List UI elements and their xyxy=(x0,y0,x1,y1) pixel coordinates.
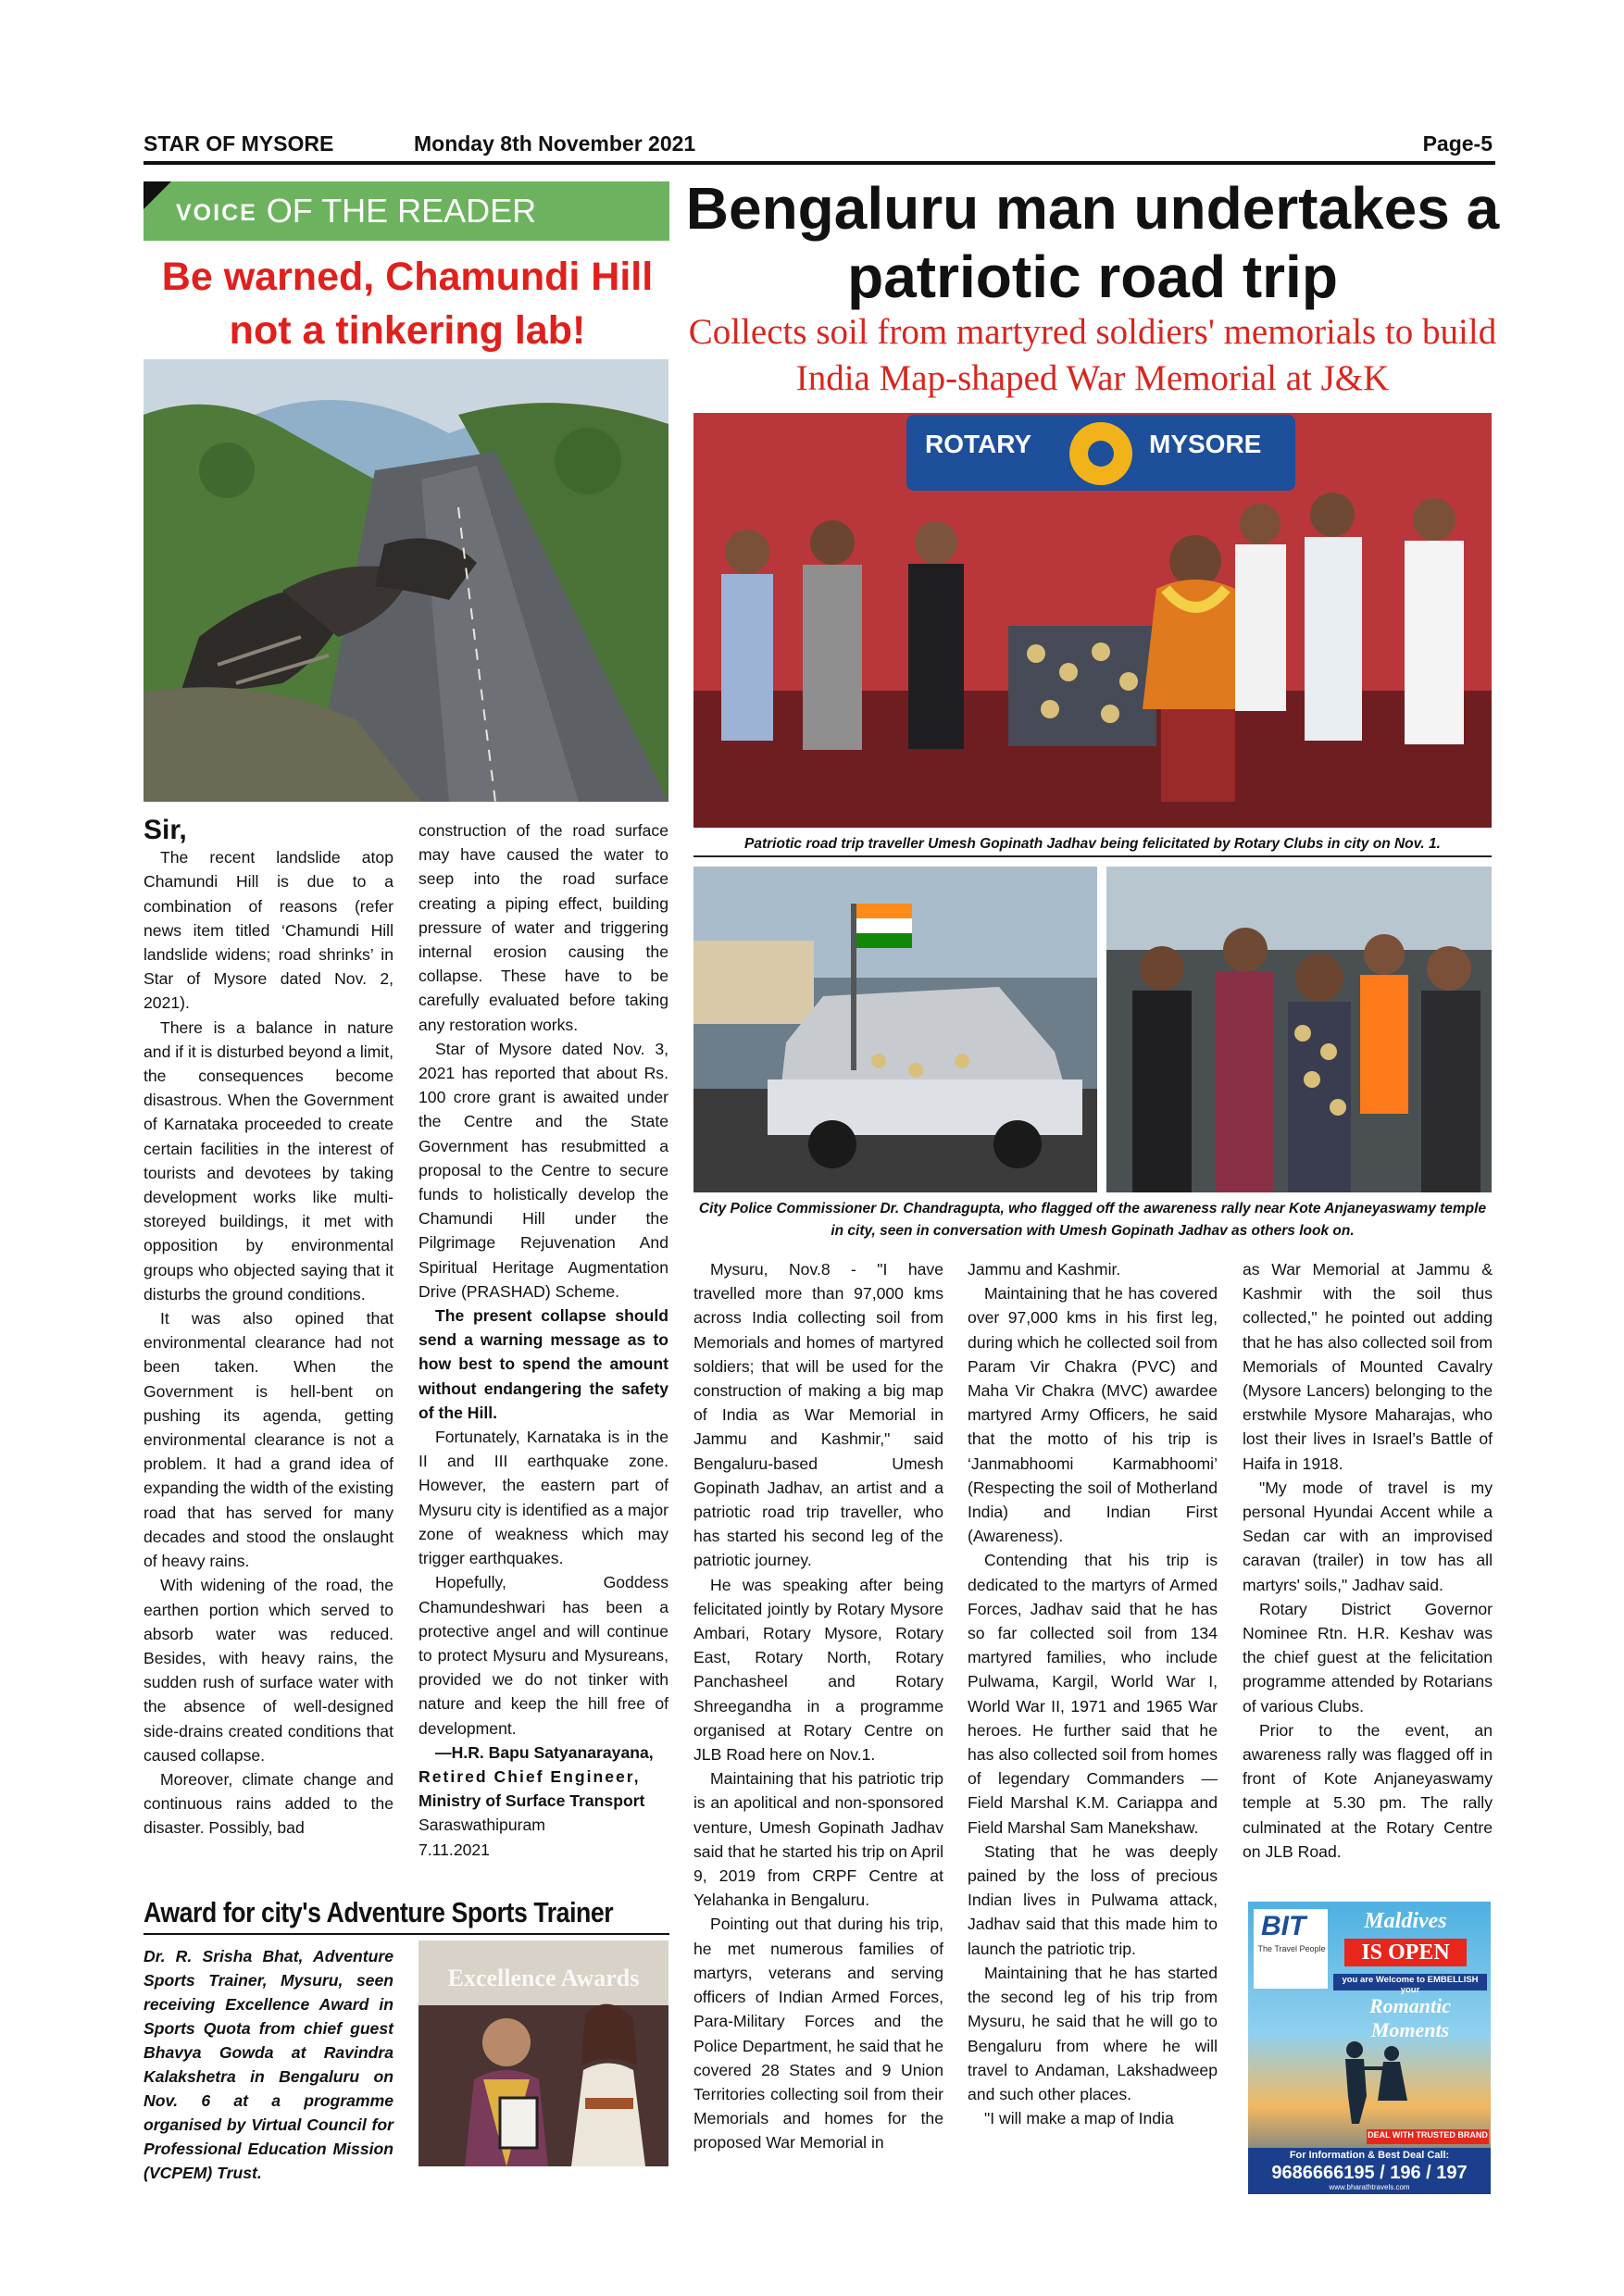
rotary-photo-caption: Patriotic road trip traveller Umesh Gopinath Jadhav being felicitated by Rotary Clubs in city on Nov. 1. xyxy=(744,836,1441,852)
letter-signoff-name: —H.R. Bapu Satyanarayana, xyxy=(435,1742,654,1762)
story-paragraph: Stating that he was deeply pained by the loss of precious Indian lives in Pulwama attack, Jadhav said that this made him to launch the patriotic trip. xyxy=(968,1841,1218,1958)
story-paragraph: He was speaking after being felicitated jointly by Rotary Mysore Ambari, Rotary Mysore, Rotary East, Rotary North, Rotary Panchasheel and Rotary Shreegandha in a programme organised at Rotary Centre on JLB Road here on Nov.1. xyxy=(693,1575,943,1765)
letter-signoff-title2: Ministry of Surface Transport xyxy=(418,1791,645,1811)
ad-title-1: Maldives xyxy=(1364,1909,1447,1933)
award-caption: Dr. R. Srisha Bhat, Adventure Sports Trainer, Mysuru, seen receiving Excellence Award in Sports Quota from chief guest Bhavya Gowda at Ravindra Kalakshetra in Bengaluru on Nov. 6 at a programme organised by Virtual Council for Professional Education Mission (VCPEM) Trust. xyxy=(144,1947,394,2182)
bit-logo: BIT xyxy=(1261,1911,1306,1941)
voice-label-rest: OF THE READER xyxy=(266,192,537,230)
maldives-advertisement[interactable] xyxy=(1248,1902,1491,2194)
letter-paragraph: Fortunately, Karnataka is in the II and III earthquake zone. However, the eastern part of Mysuru city is identified as a major zone of weakness which may trigger earthquakes. xyxy=(418,1428,668,1568)
voice-banner-notch xyxy=(144,181,171,209)
story-paragraph: as War Memorial at Jammu & Kashmir with the soil thus collected," he pointed out adding that he has also collected soil from Memorials of Mounted Cavalry (Mysore Lancers) belonging to the erstwhile Mysore Maharajas, who lost their lives in Israel’s Battle of Haifa in 1918. xyxy=(1243,1260,1493,1473)
letter-paragraph: Hopefully, Goddess Chamundeshwari has been a protective angel and will continue to protect Mysuru and Mysureans, provided we do not tinker with nature and keep the hill free of development. xyxy=(418,1573,668,1738)
story-paragraph: "My mode of travel is my personal Hyundai Accent while a Sedan car with an improvised caravan (trailer) in tow has all martyrs' soils," Jadhav said. xyxy=(1243,1478,1493,1594)
page-number: Page-5 xyxy=(1422,131,1493,156)
letter-paragraph: With widening of the road, the earthen portion which served to absorb water was reduced. Besides, with heavy rains, the sudden rush of surface water with the absence of well-designed side-drains created conditions that caused collapse. xyxy=(144,1576,394,1765)
story-paragraph: "I will make a map of India xyxy=(984,2109,1174,2128)
main-subhead: Collects soil from martyred soldiers' memorials to build India Map-shaped War Memorial at J&K xyxy=(688,312,1497,398)
caption-rule xyxy=(693,855,1492,857)
rotary-felicitation-photo xyxy=(693,413,1492,828)
letter-signoff-date: 7.11.2021 xyxy=(418,1840,490,1859)
letter-column-1 xyxy=(144,815,394,1841)
story-paragraph: Maintaining that he has covered over 97,000 kms in his first leg, during which he collected soil from Param Vir Chakra (PVC) and Maha Vir Chakra (MVC) awardee martyred Army Officers, he said that the motto of his trip is ‘Janmabhoomi Karmabhoomi’ (Respecting the soil of Motherland India) and Indian First (Awareness). xyxy=(968,1284,1218,1546)
story-paragraph: Prior to the event, an awareness rally was flagged off in front of Kote Anjaneyaswamy temple at 5.30 pm. The rally culminated at the Rotary Centre on JLB Road. xyxy=(1243,1720,1493,1861)
ad-title-2: IS OPEN xyxy=(1361,1940,1450,1965)
letter-salutation-text: Sir, xyxy=(144,815,187,845)
story-paragraph: Contending that his trip is dedicated to the martyrs of Armed Forces, Jadhav said that he has so far collected soil from 134 martyred families, who include Pulwama, Kargil, World War I, World War II, 1971 and 1965 War heroes. He further said that he has also collected soil from homes of legendary Commanders — Field Marshal K.M. Cariappa and Field Marshal Sam Manekshaw. xyxy=(968,1551,1218,1837)
story-column-2 xyxy=(968,1257,1218,2130)
paper-name: STAR OF MYSORE xyxy=(144,131,334,156)
letter-paragraph: Moreover, climate change and continuous rains added to the disaster. Possibly, bad xyxy=(144,1769,394,1838)
award-photo-banner-text: Excellence Awards xyxy=(447,1965,640,1991)
rally-photo-caption: City Police Commissioner Dr. Chandragupta, who flagged off the awareness rally near Kote Anjaneyaswamy temple in city, seen in conversation with Umesh Gopinath Jadhav as others look on. xyxy=(698,1201,1487,1239)
story-column-3 xyxy=(1243,1257,1493,1864)
letter-paragraph: construction of the road surface may have caused the water to seep into the road surface creating a piping effect, building pressure of water and triggering internal erosion causing the collapse. These have to be carefully evaluated before taking any restoration works. xyxy=(418,821,668,1034)
story-paragraph: Maintaining that his patriotic trip is an apolitical and non-sponsored venture, Umesh Gopinath Jadhav said that he started his trip on April 9, 2019 from CRPF Centre at Yelahanka in Bengaluru. xyxy=(693,1769,943,1910)
ad-tagline: Romantic Moments xyxy=(1368,1994,1451,2041)
award-headline: Award for city's Adventure Sports Trainer xyxy=(144,1896,614,1928)
letter-paragraph: There is a balance in nature and if it is disturbed beyond a limit, the consequences become disastrous. When the Government of Karnataka proceeded to create certain facilities in the interest of tourists and devotees by taking development works like multi-storeyed buildings, it met with opposition by environmental groups who objected saying that it disturbs the ground conditions. xyxy=(144,1017,394,1304)
masthead-rule xyxy=(144,161,1495,165)
landslide-photo xyxy=(144,359,668,802)
story-paragraph: Mysuru, Nov.8 - "I have travelled more than 97,000 kms across India collecting soil from Memorials and homes of martyred soldiers; that will be used for the construction of making a big map of India as War Memorial in Jammu and Kashmir," said Bengaluru-based Umesh Gopinath Jadhav, an artist and a patriotic road trip traveller, who has started his second leg of the patriotic journey. xyxy=(693,1260,943,1570)
letter-headline: Be warned, Chamundi Hill not a tinkering lab! xyxy=(161,255,654,353)
award-photo xyxy=(418,1940,668,2166)
letter-signoff-place: Saraswathipuram xyxy=(418,1816,545,1835)
ad-phone[interactable]: 9686666195 / 196 / 197 xyxy=(1271,2163,1468,2183)
ad-url[interactable]: www.bharathtravels.com xyxy=(1329,2183,1410,2191)
voice-label-bold: VOICE xyxy=(176,200,257,226)
letter-paragraph-bold: The present collapse should send a warning message as to how best to spend the amount without endangering the safety of the Hill. xyxy=(418,1306,668,1422)
bit-logo-sub: The Travel People xyxy=(1257,1944,1326,1953)
story-column-1 xyxy=(693,1257,943,2155)
letter-salutation xyxy=(144,815,394,845)
ad-info: For Information & Best Deal Call: xyxy=(1289,2150,1450,2161)
letter-paragraph: It was also opined that environmental clearance had not been taken. When the Government is hell-bent on pushing its agenda, getting environmental clearance is not a problem. It had a grand idea of expanding the width of the existing road that has served for many decades and stood the onslaught of heavy rains. xyxy=(144,1309,394,1571)
story-paragraph: Rotary District Governor Nominee Rtn. H.R. Keshav was the chief guest at the felicitation programme attended by Rotarians of various Clubs. xyxy=(1243,1599,1493,1716)
issue-date: Monday 8th November 2021 xyxy=(414,131,696,156)
couple-silhouette-icon xyxy=(1304,2031,1443,2124)
rotary-sign-right: MYSORE xyxy=(1149,430,1262,458)
letter-paragraph: Star of Mysore dated Nov. 3, 2021 has reported that about Rs. 100 crore grant is awaited under the Centre and the State Government has resubmitted a proposal to the Centre to secure funds to holistically develop the Chamundi Hill under the Pilgrimage Rejuvenation And Spiritual Heritage Augmentation Drive (PRASHAD) Scheme. xyxy=(418,1039,668,1301)
main-headline: Bengaluru man undertakes a patriotic road trip xyxy=(685,175,1500,310)
rally-car-photo xyxy=(693,867,1097,1192)
story-paragraph: Maintaining that he has started the second leg of his trip from Mysuru, he said that he will go to Bengaluru from where he will travel to Andaman, Lakshadweep and such other places. xyxy=(968,1963,1218,2103)
ad-deal: DEAL WITH TRUSTED BRAND xyxy=(1368,2130,1488,2140)
letter-paragraph: The recent landslide atop Chamundi Hill is due to a combination of reasons (refer news item titled ‘Chamundi Hill landslide widens; road shrinks’ in Star of Mysore dated Nov. 2, 2021). xyxy=(144,848,394,1013)
story-paragraph: Jammu and Kashmir. xyxy=(968,1260,1121,1279)
letter-column-2 xyxy=(418,818,668,1862)
rally-flagoff-photo xyxy=(1106,867,1492,1192)
letter-signoff-title1: Retired Chief Engineer, xyxy=(418,1766,641,1786)
rotary-sign-left: ROTARY xyxy=(925,430,1032,458)
voice-banner-label xyxy=(176,189,536,235)
story-paragraph: Pointing out that during his trip, he met numerous families of martyrs, veterans and serving officers of Indian Armed Forces, Para-Military Forces and the Police Department, he said that he covered 28 States and 9 Union Territories collecting soil from their Memorials and homes for the proposed War Memorial in xyxy=(693,1915,943,2152)
ad-welcome: you are Welcome to EMBELLISH your xyxy=(1342,1975,1479,1995)
award-rule xyxy=(144,1933,669,1935)
